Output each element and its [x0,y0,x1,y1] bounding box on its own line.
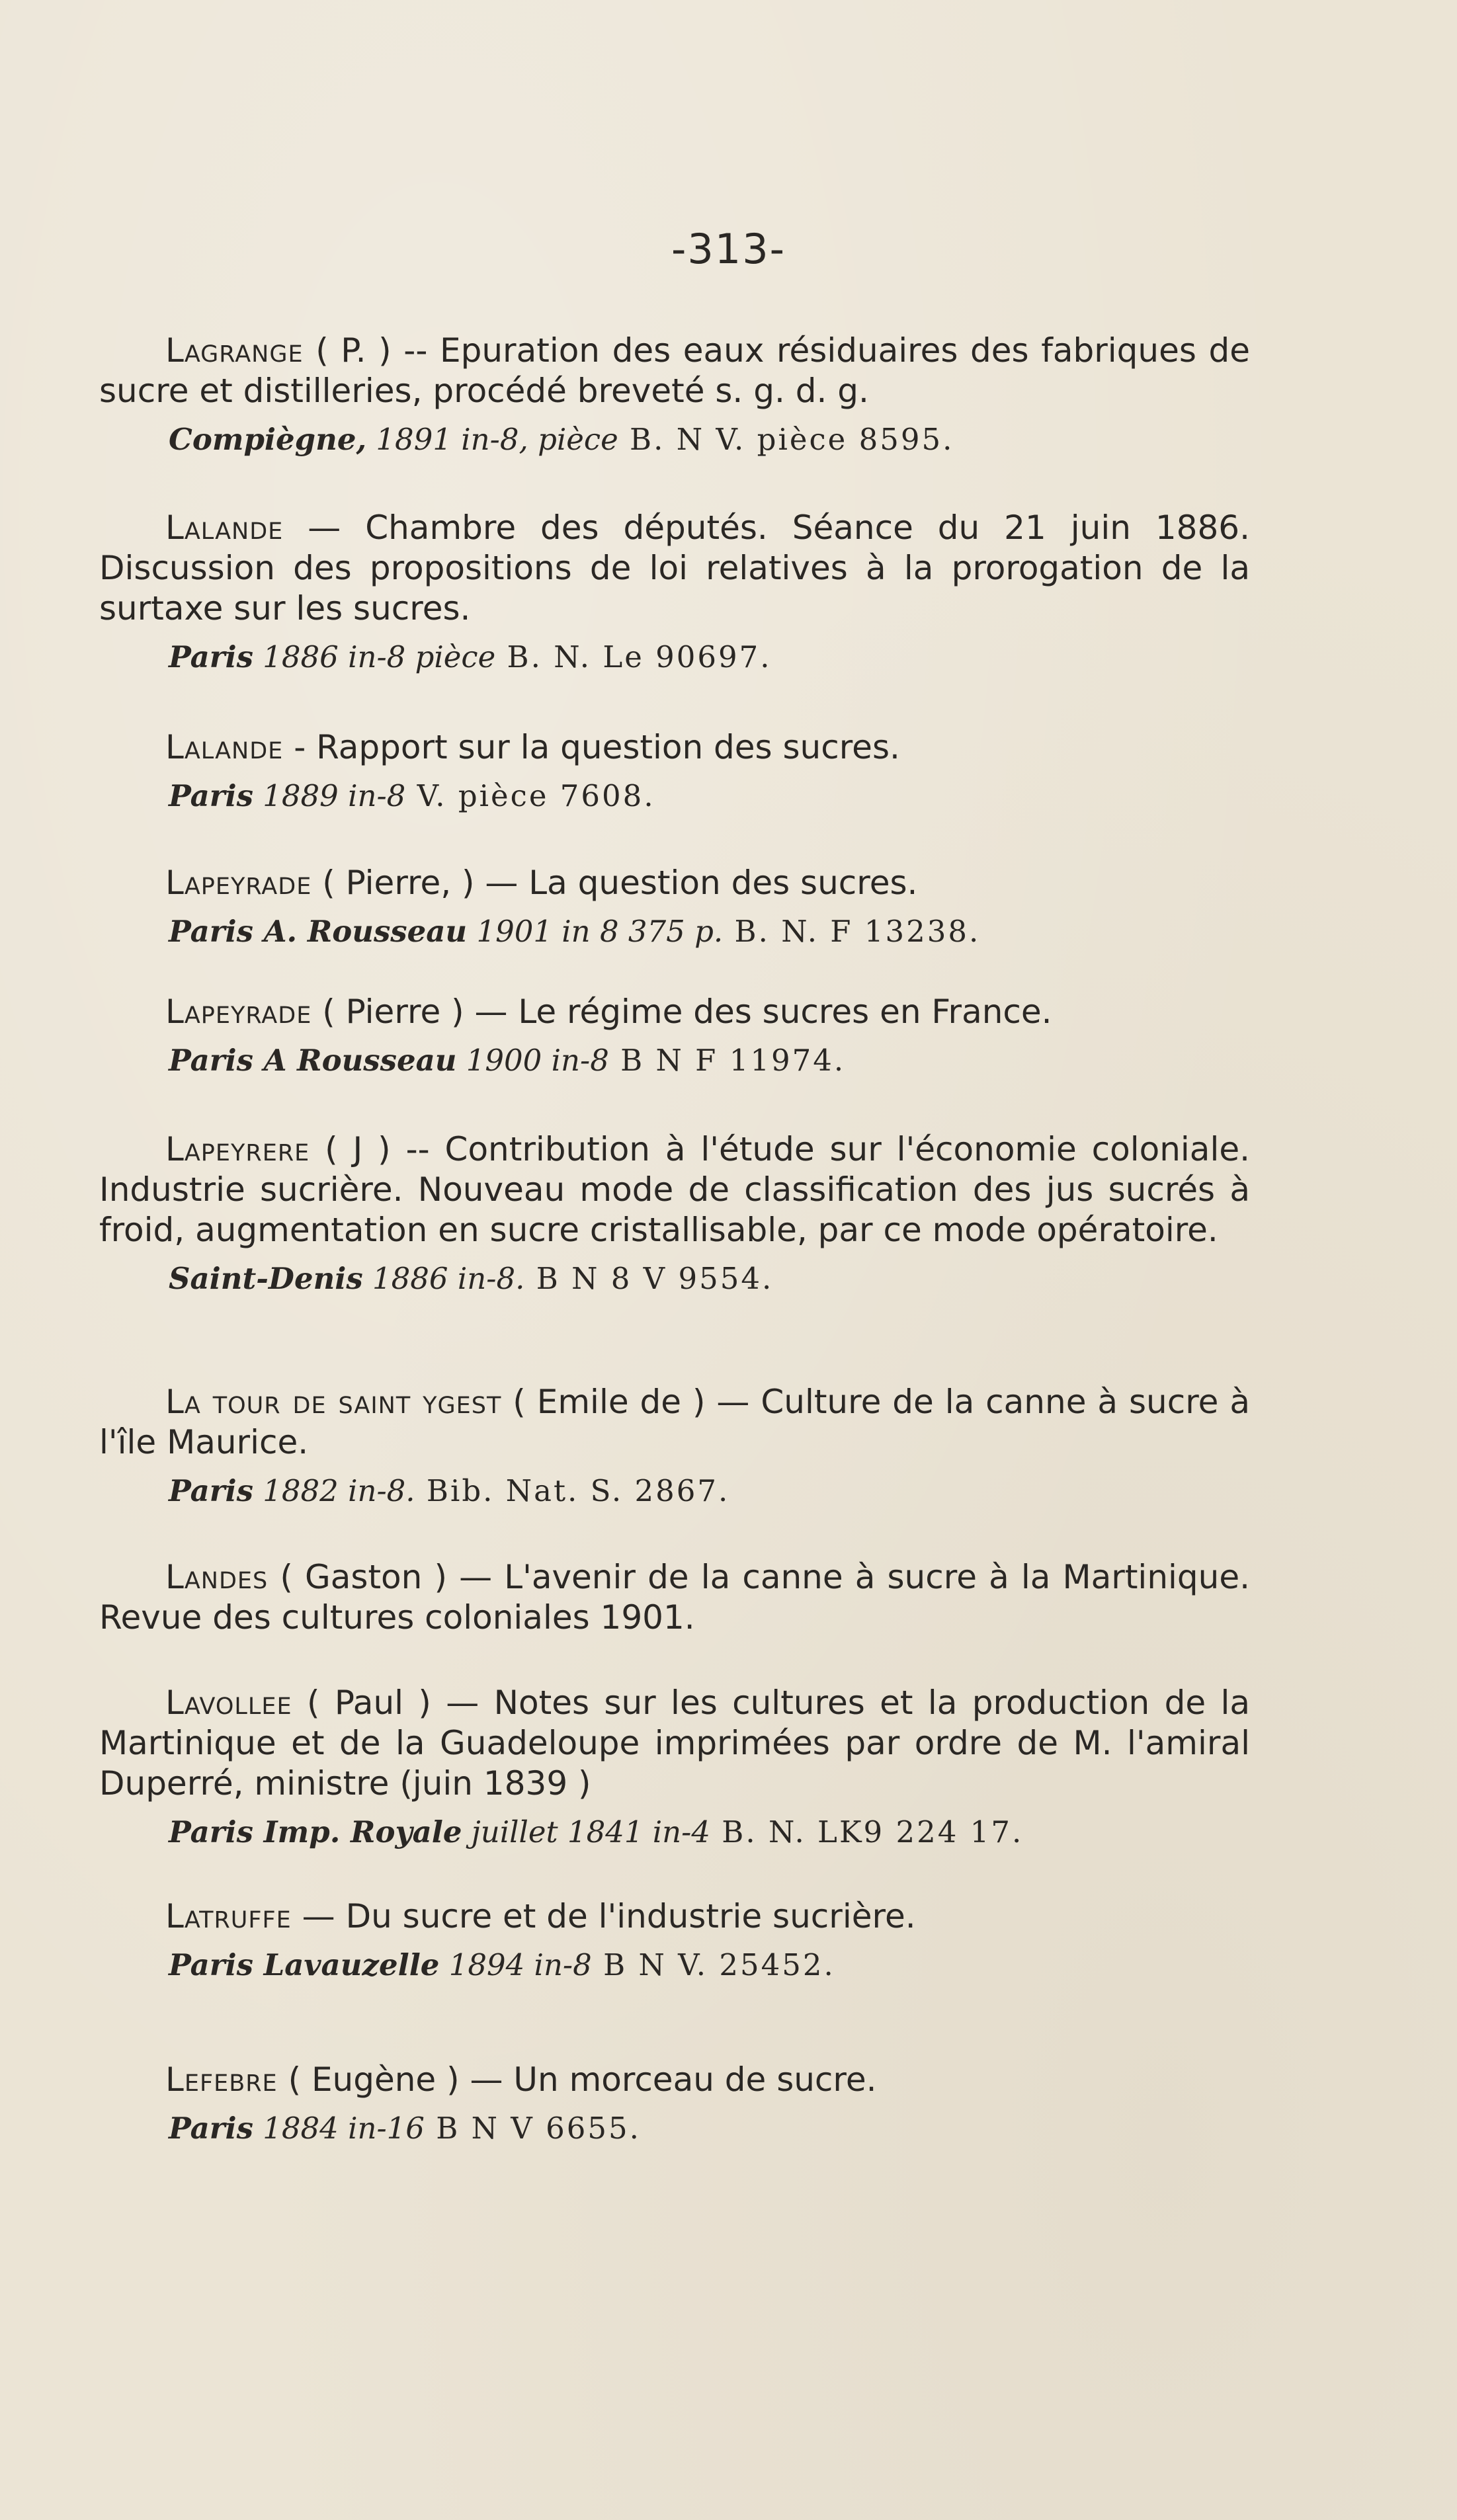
entry-text [99,1382,1250,1463]
entry-author: Lapeyrade [165,993,312,1031]
entry-author: Lefebre [165,2060,278,2099]
entry-author: Lalande [165,508,284,547]
ref-place: Paris Lavauzelle [169,1947,440,1982]
entry-reference [169,1946,1250,1984]
entry-description: ( Eugène ) — Un morceau de sucre. [277,2060,877,2099]
ref-library: B. N. F 13238. [723,914,981,949]
entry-text [99,992,1250,1032]
entry-text [99,863,1250,903]
bibliography-entry-la-tour-de-saint-ygest [99,1382,1250,1510]
ref-place: Paris Imp. Royale [169,1814,462,1849]
ref-place: Compiègne, [169,422,367,457]
entry-reference [169,421,1250,459]
ref-year: 1901 in 8 375 p. [467,914,724,949]
ref-place: Saint-Denis [169,1261,363,1296]
entry-reference [169,2109,1250,2148]
ref-year: 1900 in-8 [456,1043,609,1078]
entry-reference [169,1041,1250,1080]
entry-description: ( Emile de ) — Culture de la canne à sucre à l'île Maurice. [99,1383,1250,1461]
entry-author: Lagrange [165,331,304,370]
ref-library: B. N V. pièce 8595. [618,422,954,457]
entry-text [99,1896,1250,1937]
ref-place: Paris A Rousseau [169,1043,457,1078]
bibliography-entry-lalande-2 [99,727,1250,815]
ref-year: 1882 in-8. [253,1473,415,1508]
ref-library: B. N. Le 90697. [495,639,772,674]
bibliography-entry-lalande-1 [99,508,1250,676]
ref-library: B. N. LK9 224 17. [710,1814,1024,1849]
ref-year: 1889 in-8 [253,778,406,813]
ref-library: B N F 11974. [608,1043,846,1078]
ref-year: 1891 in-8, pièce [366,422,618,457]
entry-text [99,1683,1250,1804]
ref-year: juillet 1841 in-4 [462,1814,710,1849]
entry-description: ( J ) -- Contribution à l'étude sur l'économie coloniale. Industrie sucrière. Nouveau mode de classification des jus sucrés à froid, augmentation en sucre cristallisable, par ce mode opératoire. [99,1130,1250,1249]
ref-place: Paris A. Rousseau [169,914,468,949]
entry-description: - Rapport sur la question des sucres. [283,728,900,766]
entry-text [99,2060,1250,2100]
ref-place: Paris [169,639,253,674]
entry-description: — Du sucre et de l'industrie sucrière. [291,1897,916,1935]
ref-year: 1894 in-8 [439,1947,592,1982]
bibliography-entry-latruffe [99,1896,1250,1984]
entry-reference [169,913,1250,951]
ref-library: Bib. Nat. S. 2867. [415,1473,730,1508]
bibliography-entry-lagrange [99,331,1250,459]
entry-description: ( Pierre, ) — La question des sucres. [312,864,918,902]
entry-reference [169,1472,1250,1510]
entry-author: La tour de saint ygest [165,1383,502,1421]
entry-text [99,331,1250,411]
ref-library: B N 8 V 9554. [524,1261,774,1296]
entry-description: ( Pierre ) — Le régime des sucres en France. [312,993,1052,1031]
entry-description: ( Paul ) — Notes sur les cultures et la production de la Martinique et de la Guadeloupe imprimées par ordre de M. l'amiral Duperré, ministre (juin 1839 ) [99,1684,1250,1803]
ref-year: 1886 in-8 pièce [253,639,496,674]
bibliography-entry-lefebre [99,2060,1250,2148]
ref-place: Paris [169,778,253,813]
entry-author: Lapeyrere [165,1130,310,1168]
bibliography-entry-landes [99,1557,1250,1638]
entry-reference [169,638,1250,676]
bibliography-entry-lavollee [99,1683,1250,1851]
page-number: -313- [671,225,786,273]
entry-author: Lapeyrade [165,864,312,902]
ref-place: Paris [169,2111,253,2146]
entry-description: ( P. ) -- Epuration des eaux résiduaires des fabriques de sucre et distilleries, procédé breveté s. g. d. g. [99,331,1250,410]
entry-reference [169,1813,1250,1851]
entry-description: ( Gaston ) — L'avenir de la canne à sucre à la Martinique. Revue des cultures coloniales 1901. [99,1558,1250,1637]
entry-author: Lavollee [165,1684,292,1722]
entry-description: — Chambre des députés. Séance du 21 juin 1886. Discussion des propositions de loi relatives à la prorogation de la surtaxe sur les sucres. [99,508,1250,628]
entry-reference [169,777,1250,815]
ref-library: B N V. 25452. [591,1947,835,1982]
entry-text [99,508,1250,629]
entry-text [99,727,1250,768]
bibliography-entry-lapeyrade-2 [99,992,1250,1080]
entry-text [99,1557,1250,1638]
ref-year: 1886 in-8. [362,1261,525,1296]
bibliography-entry-lapeyrade-1 [99,863,1250,951]
ref-year: 1884 in-16 [253,2111,425,2146]
entry-author: Latruffe [165,1897,292,1935]
entry-reference [169,1260,1250,1298]
entry-text [99,1129,1250,1250]
ref-place: Paris [169,1473,253,1508]
entry-author: Lalande [165,728,284,766]
ref-library: V. pièce 7608. [405,778,655,813]
entry-author: Landes [165,1558,269,1596]
bibliography-entry-lapeyrere [99,1129,1250,1298]
ref-library: B N V 6655. [424,2111,641,2146]
